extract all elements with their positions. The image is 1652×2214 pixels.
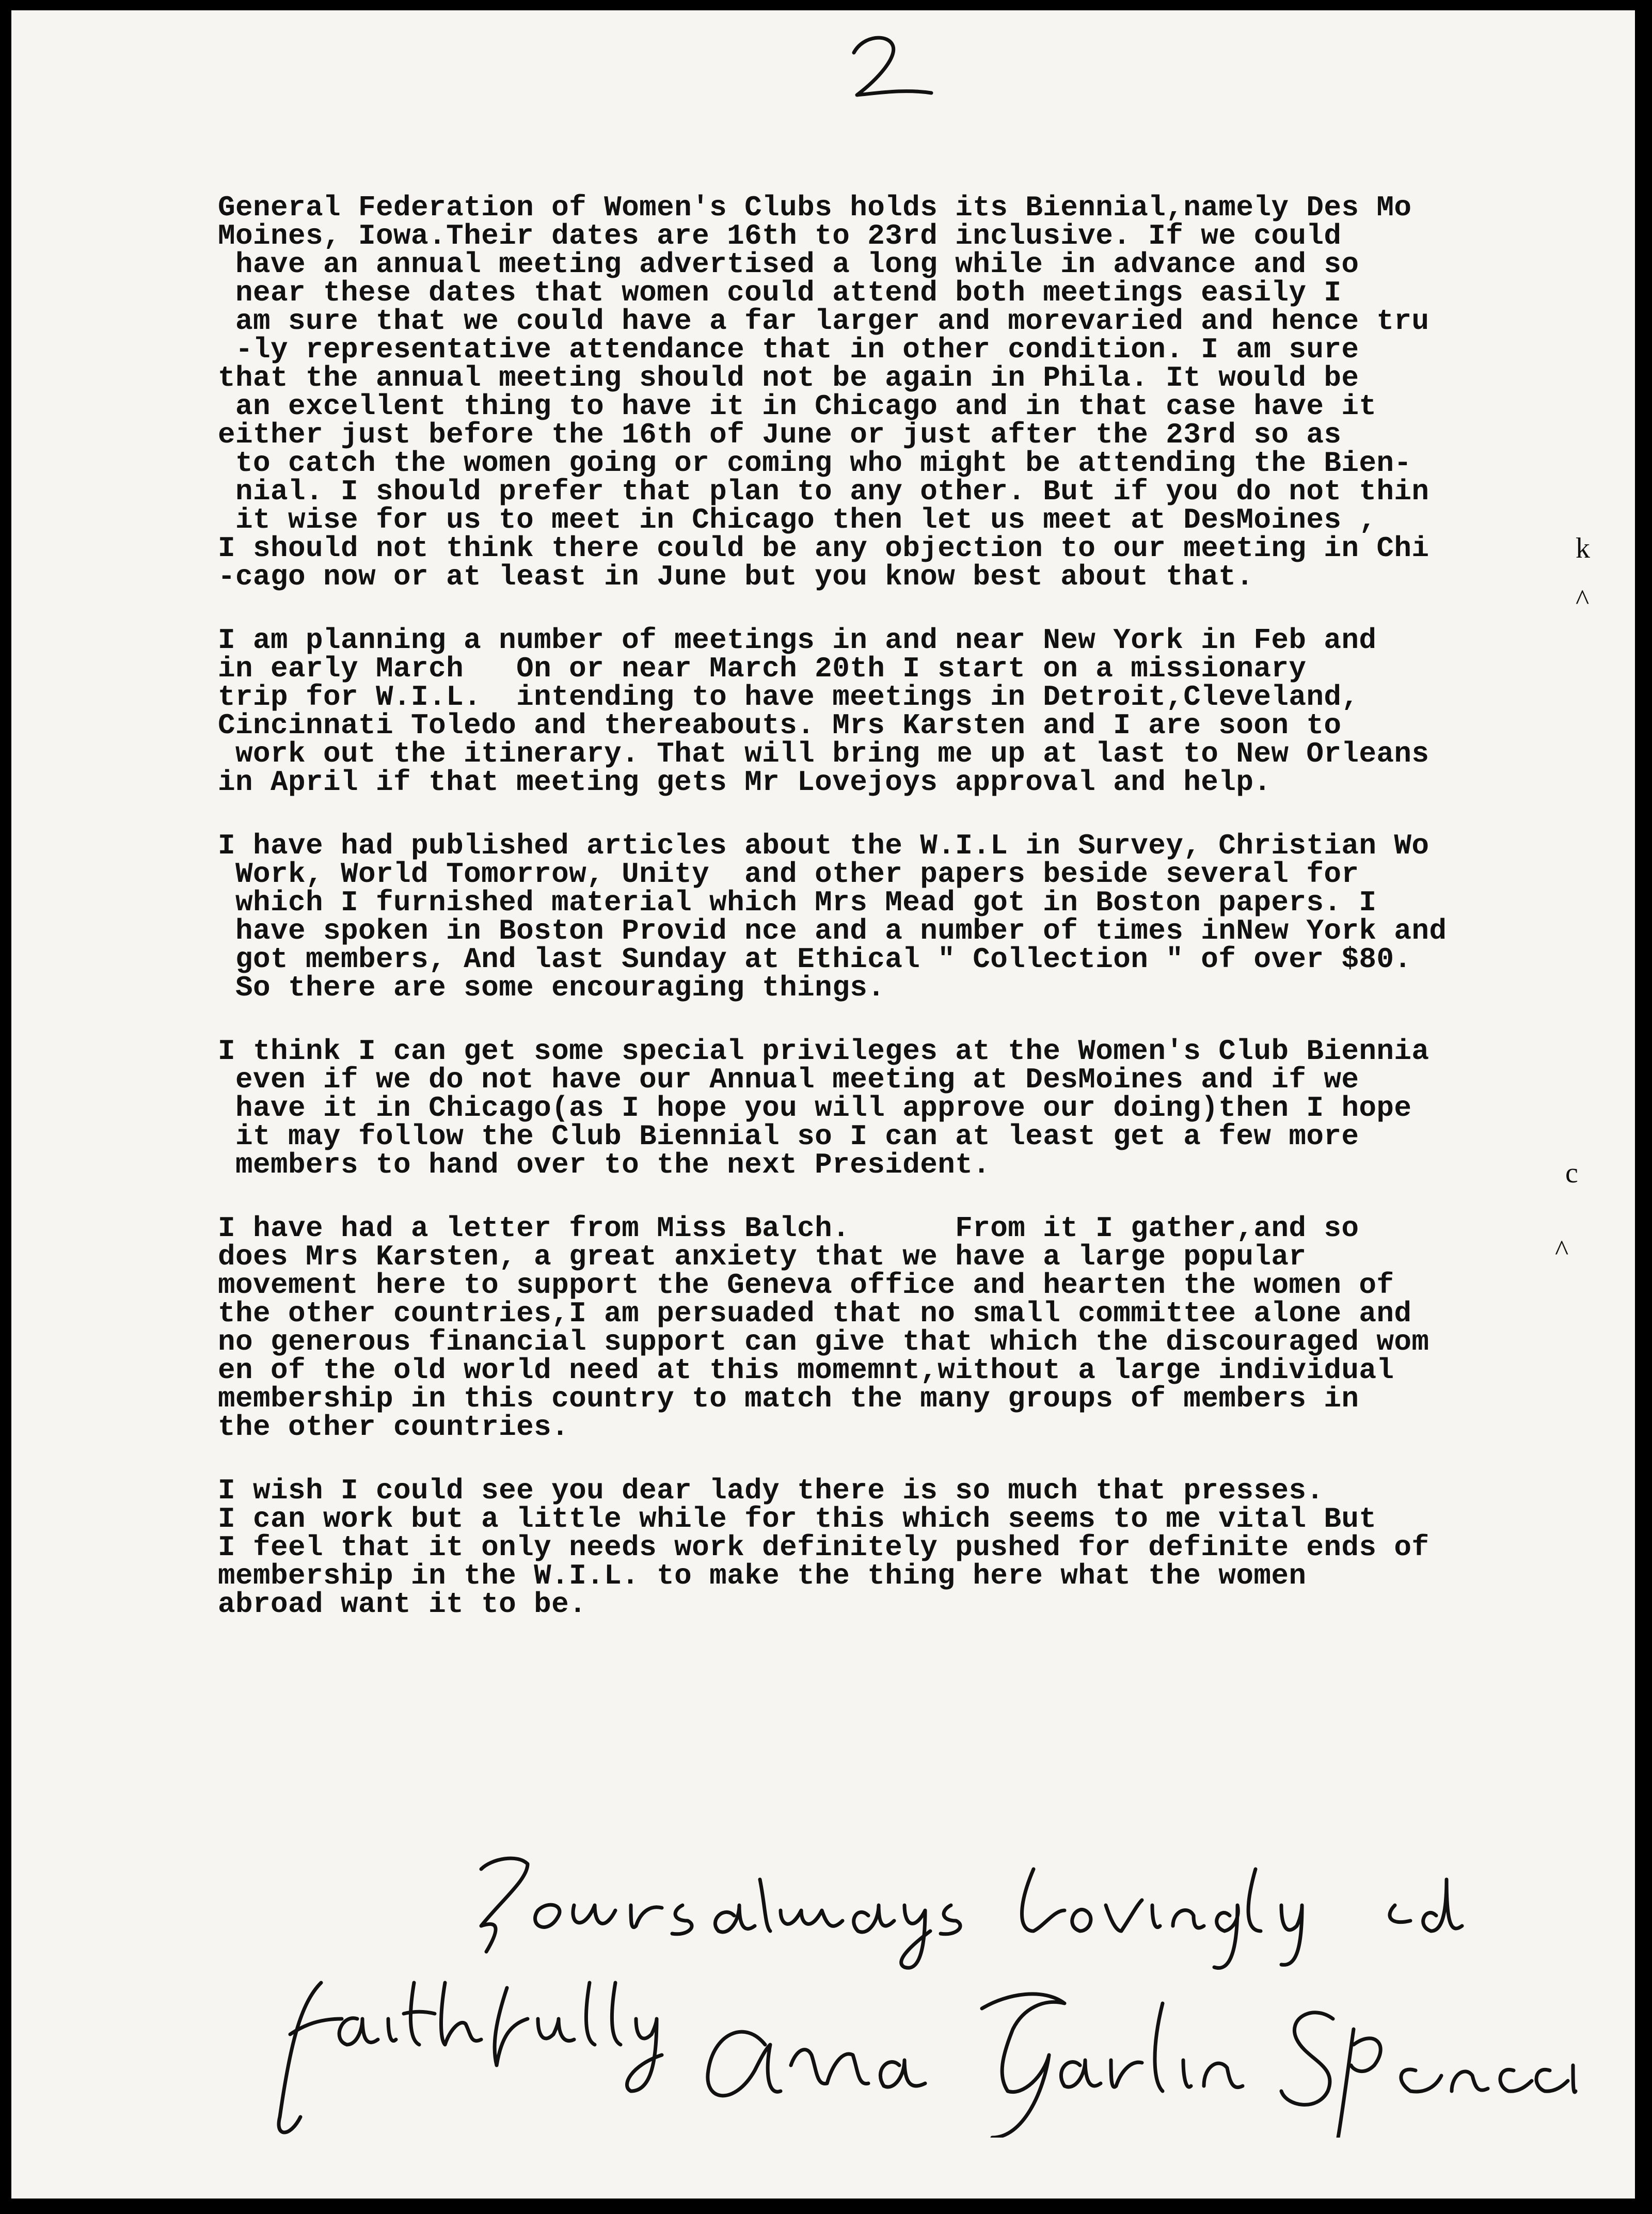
paragraph-meetings [218, 626, 1622, 797]
text-line: in April if that meeting gets Mr Lovejoys approval and help. [218, 766, 1272, 799]
text-line: am sure that we could have a far larger and morevaried and hence tru [218, 305, 1429, 338]
paragraph-closing [218, 1474, 1622, 1621]
margin-mark: k [1576, 532, 1590, 564]
text-line: I have had published articles about the W.I.L in Survey, Christian Wo [218, 829, 1429, 862]
text-line: en of the old world need at this momemnt,without a large individual [218, 1354, 1394, 1387]
text-line: have it in Chicago(as I hope you will approve our doing)then I hope [218, 1092, 1412, 1125]
handwritten-page-number [843, 31, 935, 108]
margin-mark: c [1565, 1157, 1578, 1189]
text-line: I think I can get some special privileges at the Women's Club Biennia [218, 1035, 1429, 1068]
text-line: I have had a letter from Miss Balch. From it I gather,and so [218, 1212, 1359, 1245]
text-line: movement here to support the Geneva office and hearten the women of [218, 1269, 1394, 1302]
signature-drawing [259, 1848, 1581, 2138]
text-line: in early March On or near March 20th I start on a missionary [218, 652, 1307, 685]
text-line: trip for W.I.L. intending to have meetings in Detroit,Cleveland, [218, 681, 1359, 714]
text-line: no generous financial support can give that which the discouraged wom [218, 1325, 1429, 1358]
text-line: an excellent thing to have it in Chicago and in that case have it [218, 390, 1377, 423]
paragraph-articles [218, 829, 1622, 1004]
text-line: members to hand over to the next President. [218, 1148, 991, 1181]
text-line: -cago now or at least in June but you know best about that. [218, 560, 1254, 593]
paragraph-biennial [218, 191, 1622, 593]
letter-body [218, 191, 1622, 1654]
text-line: the other countries,I am persuaded that no small committee alone and [218, 1297, 1412, 1330]
text-line: nial. I should prefer that plan to any other. But if you do not thin [218, 475, 1429, 508]
text-line: Cincinnati Toledo and thereabouts. Mrs Karsten and I are soon to [218, 709, 1342, 742]
letter-page [11, 10, 1635, 2199]
text-line: that the annual meeting should not be again in Phila. It would be [218, 361, 1359, 394]
text-line: Moines, Iowa.Their dates are 16th to 23rd inclusive. If we could [218, 219, 1342, 252]
text-line: I should not think there could be any objection to our meeting in Chi [218, 532, 1429, 565]
text-line: I feel that it only needs work definitely pushed for definite ends of [218, 1531, 1429, 1564]
text-line: which I furnished material which Mrs Mead got in Boston papers. I [218, 886, 1377, 919]
text-line: it wise for us to meet in Chicago then let us meet at DesMoines , [218, 503, 1377, 536]
paragraph-balch-letter [218, 1214, 1622, 1442]
text-line: I can work but a little while for this which seems to me vital But [218, 1503, 1377, 1536]
text-line: does Mrs Karsten, a great anxiety that we have a large popular [218, 1240, 1307, 1273]
margin-mark: ^ [1576, 584, 1590, 616]
text-line: General Federation of Women's Clubs holds its Biennial,namely Des Mo [218, 191, 1412, 224]
text-line: either just before the 16th of June or just after the 23rd so as [218, 418, 1342, 451]
text-line: have spoken in Boston Provid nce and a number of times inNew York and [218, 914, 1447, 947]
text-line: got members, And last Sunday at Ethical " Collection " of over $80. [218, 943, 1412, 976]
text-line: it may follow the Club Biennial so I can at least get a few more [218, 1120, 1359, 1153]
text-line: near these dates that women could attend both meetings easily I [218, 276, 1342, 309]
text-line: I wish I could see you dear lady there is so much that presses. [218, 1474, 1324, 1507]
paragraph-privileges [218, 1037, 1622, 1179]
text-line: to catch the women going or coming who might be attending the Bien- [218, 447, 1412, 480]
text-line: membership in this country to match the many groups of members in [218, 1382, 1359, 1415]
handwritten-signature [259, 1848, 1581, 2138]
text-line: abroad want it to be. [218, 1588, 587, 1621]
text-line: Work, World Tomorrow, Unity and other papers beside several for [218, 858, 1359, 891]
text-line: So there are some encouraging things. [218, 971, 885, 1004]
text-line: I am planning a number of meetings in and near New York in Feb and [218, 624, 1377, 657]
text-line: membership in the W.I.L. to make the thing here what the women [218, 1559, 1307, 1592]
margin-mark: ^ [1555, 1235, 1569, 1267]
text-line: work out the itinerary. That will bring me up at last to New Orleans [218, 737, 1429, 770]
text-line: -ly representative attendance that in other condition. I am sure [218, 333, 1359, 366]
text-line: have an annual meeting advertised a long while in advance and so [218, 248, 1359, 281]
text-line: even if we do not have our Annual meeting at DesMoines and if we [218, 1063, 1359, 1096]
text-line: the other countries. [218, 1411, 569, 1444]
